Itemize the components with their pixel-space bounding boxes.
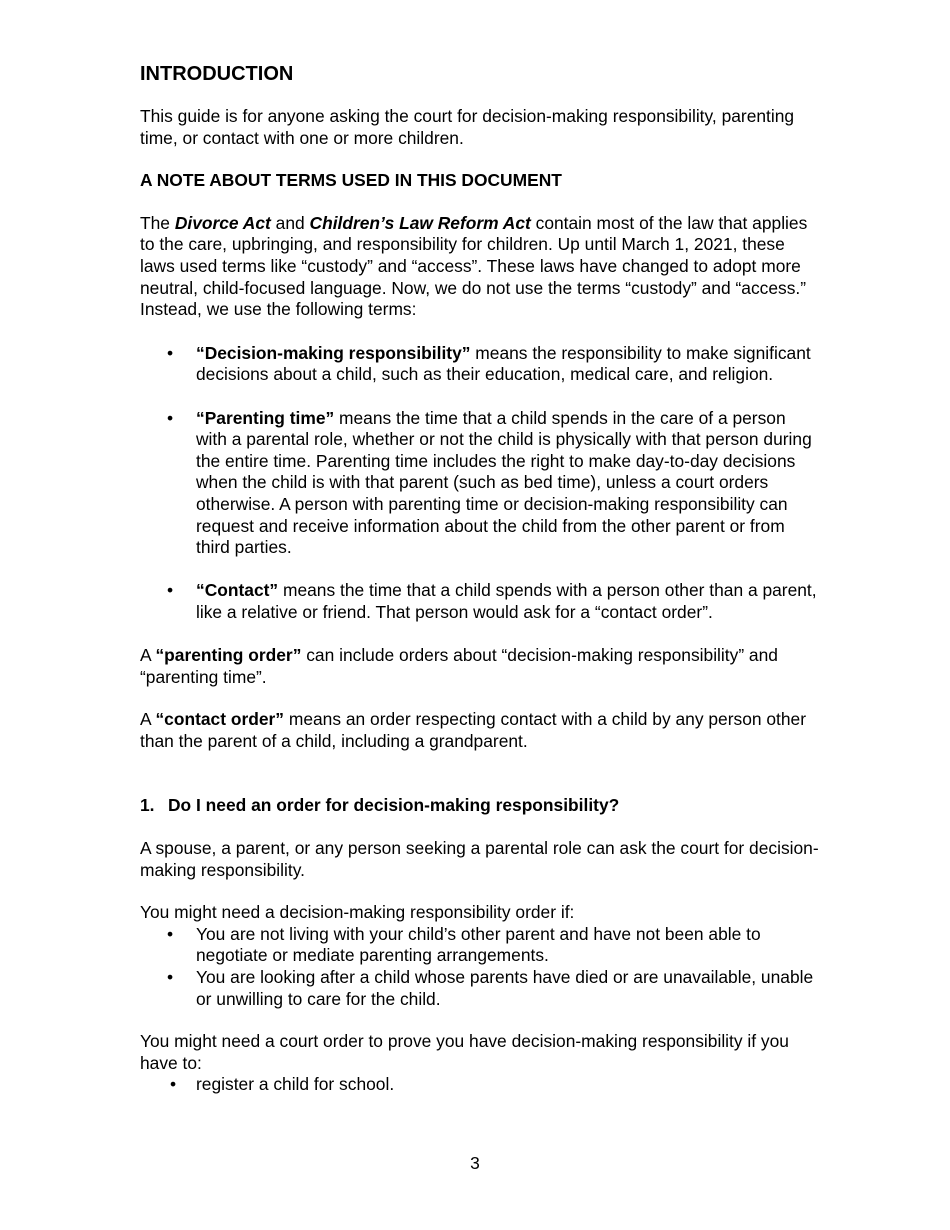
section-number: 1.	[140, 795, 155, 816]
section-title: Do I need an order for decision-making responsibility?	[168, 795, 620, 816]
po-prefix: A	[140, 645, 156, 666]
list-item: • You are looking after a child whose parents have died or are unavailable, unable or unwilling to care for the child.	[140, 967, 820, 1010]
proof-list	[140, 1074, 820, 1096]
section-1-paragraph-3: You might need a court order to prove you have decision-making responsibility if you have to:	[140, 1031, 789, 1073]
po-term: “parenting order”	[155, 645, 302, 666]
intro-paragraph: This guide is for anyone asking the court for decision-making responsibility, parenting time, or contact with one or more children.	[140, 106, 795, 148]
divorce-act-title: Divorce Act	[174, 212, 271, 233]
document-page	[140, 62, 820, 1096]
po-text: can include orders about “decision-making responsibility” and “parenting time”.	[140, 645, 778, 687]
terms-text-the: The	[140, 212, 175, 233]
section-1-paragraph-2: You might need a decision-making responsibility order if:	[140, 902, 575, 923]
contact-order-paragraph	[140, 709, 820, 752]
co-term: “contact order”	[155, 709, 285, 730]
term-label: “Contact”	[196, 580, 279, 601]
list-item: • register a child for school.	[140, 1074, 820, 1096]
list-item	[140, 408, 820, 559]
terms-paragraph	[140, 213, 820, 321]
intro-heading: INTRODUCTION	[140, 63, 294, 85]
terms-text-and: and	[270, 212, 310, 233]
terms-list	[140, 343, 820, 624]
list-item	[140, 343, 820, 386]
term-label: “Parenting time”	[196, 407, 335, 428]
page-number: 3	[470, 1153, 480, 1173]
term-definition: means the time that a child spends with a person other than a parent, like a relative or friend. That person would ask for a “contact order”.	[196, 580, 817, 622]
terms-heading: A NOTE ABOUT TERMS USED IN THIS DOCUMENT	[140, 170, 562, 191]
term-label: “Decision-making responsibility”	[196, 342, 471, 363]
list-item: • You are not living with your child’s other parent and have not been able to negotiate or mediate parenting arrangements.	[140, 924, 820, 967]
section-1-paragraph-1: A spouse, a parent, or any person seeking a parental role can ask the court for decision-making responsibility.	[140, 838, 819, 880]
term-definition: means the time that a child spends in the care of a person with a parental role, whether or not the child is physically with that person during the entire time. Parenting time includes the right to make day-to-day decisions when the child is with that parent (such as bed time), unless a court orders otherwise. A person with parenting time or decision-making responsibility can request and receive information about the child from the other parent or from third parties.	[196, 407, 812, 558]
clra-title: Children’s Law Reform Act	[309, 212, 531, 233]
section-1-heading	[140, 795, 820, 817]
list-item	[140, 580, 820, 623]
co-prefix: A	[140, 709, 156, 730]
order-reasons-list	[140, 924, 820, 1010]
term-definition: means the responsibility to make significant decisions about a child, such as their education, medical care, and religion.	[196, 342, 811, 385]
co-text: means an order respecting contact with a child by any person other than the parent of a child, including a grandparent.	[140, 709, 807, 751]
parenting-order-paragraph	[140, 645, 820, 688]
terms-text-rest: contain most of the law that applies to the care, upbringing, and responsibility for children. Up until March 1, 2021, these laws used terms like “custody” and “access”. These laws have changed to adopt more neutral, child-focused language. Now, we do not use the terms “custody” and “access.” Instead, we use the following terms:	[140, 212, 808, 320]
